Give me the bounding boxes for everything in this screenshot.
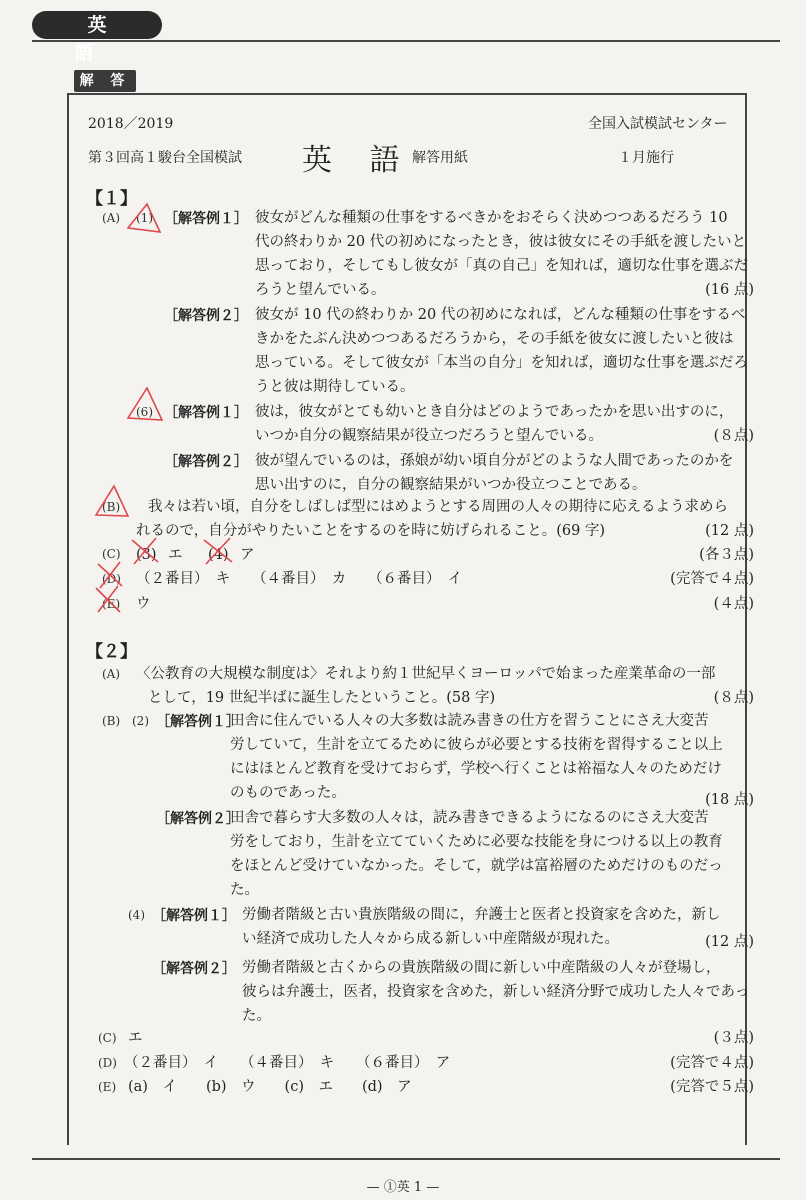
q2-b4-points: (12 点) (705, 934, 754, 950)
q1-b-points: (12 点) (705, 523, 754, 539)
text-line: のものであった。 (230, 785, 346, 801)
q1-e-points: (４点) (713, 596, 754, 612)
header-date: １月施行 (618, 150, 674, 166)
q2-e-answer: (a) イ (b) ウ (c) エ (d) ア (128, 1079, 412, 1095)
text-line: 労働者階級と古い貴族階級の間に，弁護士と医者と投資家を含めた，新し (242, 907, 721, 923)
q2-c-points: (３点) (713, 1030, 754, 1046)
text-line: 〈公教育の大規模な制度は〉それより約１世紀早くヨーロッパで始まった産業革命の一部 (136, 666, 716, 682)
text-line: 彼女が 10 代の終わりか 20 代の初めになれば，どんな種類の仕事をするべ (255, 307, 746, 323)
text-line: 労していて，生計を立てるために彼らが必要とする技術を習得すること以上 (230, 737, 723, 753)
q1-a1-num: (1) (136, 211, 153, 225)
text-line: 田舎に住んでいる人々の大多数は読み書きの仕方を習うことにさえ大変苦 (230, 713, 709, 729)
q1-a-label: (A) (102, 211, 121, 225)
q1-c-label: (C) (102, 547, 121, 561)
q2-heading: 【２】 (86, 642, 137, 662)
text-line: 労働者階級と古くからの貴族階級の間に新しい中産階級の人々が登場し， (242, 960, 721, 976)
text-line: 代の終わりか 20 代の初めになったとき，彼は彼女にその手紙を渡したいと (255, 234, 747, 250)
q1-a6-ex1-label: ［解答例１］ (164, 405, 248, 421)
q2-b2-ex2-label: ［解答例２］ (156, 811, 240, 827)
q1-heading: 【１】 (86, 189, 137, 209)
q1-e-answer: ウ (136, 596, 151, 612)
cross-mark-icon (132, 538, 158, 564)
triangle-mark-icon (128, 388, 162, 420)
q1-e-label: (E) (102, 597, 121, 611)
q2-b2-num: (2) (132, 714, 149, 728)
text-line: 彼らは弁護士，医者，投資家を含めた，新しい経済分野で成功した人々であっ (242, 984, 750, 1000)
header-exam-name: 第３回高１駿台全国模試 (88, 150, 242, 166)
text-line: 思っており，そしてもし彼女が「真の自己」を知れば，適切な仕事を選ぶだ (255, 258, 748, 274)
q2-c-label: (C) (98, 1031, 117, 1045)
header-org: 全国入試模試センター (588, 116, 728, 132)
q1-d-answer: （２番目） キ （４番目） カ （６番目） イ (136, 571, 463, 587)
q1-a6-points: (８点) (713, 428, 754, 444)
q1-a1-ex1-label: ［解答例１］ (164, 211, 248, 227)
triangle-mark-icon (128, 204, 160, 232)
text-line: 彼女がどんな種類の仕事をするべきかをおそらく決めつつあるだろう 10 (255, 210, 728, 226)
header-title: 英 語 (302, 143, 414, 178)
q2-d-label: (D) (98, 1056, 117, 1070)
q2-d-points: (完答で４点) (670, 1055, 754, 1071)
text-line: 田舎で暮らす大多数の人々は，読み書きできるようになるのにさえ大変苦 (230, 810, 709, 826)
q1-c4-answer: ア (240, 547, 255, 563)
answer-tag: 解 答 (74, 70, 136, 92)
text-line: ろうと望んでいる。 (255, 282, 386, 298)
q2-b4-ex1-label: ［解答例１］ (152, 908, 236, 924)
text-line: 我々は若い頃，自分をしばしば型にはめようとする周囲の人々の期待に応えるよう求めら (148, 499, 728, 515)
q1-c3-num: (3) (136, 547, 157, 563)
q2-c-answer: エ (128, 1030, 143, 1046)
q1-c-points: (各３点) (699, 547, 754, 563)
q1-d-label: (D) (102, 572, 121, 586)
cross-mark-icon (98, 562, 122, 588)
q1-c4-num: (4) (208, 547, 229, 563)
text-line: うと彼は期待している。 (255, 379, 415, 395)
q1-a6-num: (6) (136, 405, 153, 419)
q2-b4-num: (4) (128, 908, 145, 922)
q2-b2-points: (18 点) (705, 792, 754, 808)
text-line: いつか自分の観察結果が役立つだろうと望んでいる。 (255, 428, 603, 444)
q1-b-label: (B) (102, 500, 121, 514)
cross-mark-icon (96, 586, 120, 612)
q2-d-answer: （２番目） イ （４番目） キ （６番目） ア (124, 1055, 451, 1071)
text-line: た。 (230, 882, 259, 898)
q1-a6-ex2-label: ［解答例２］ (164, 454, 248, 470)
text-line: た。 (242, 1008, 271, 1024)
text-line: 彼が望んでいるのは，孫娘が幼い頃自分がどのような人間であったのかを (255, 453, 734, 469)
text-line: 思い出すのに，自分の観察結果がいつか役立つことである。 (255, 477, 647, 493)
q2-b-label: (B) (102, 714, 121, 728)
cross-mark-icon (204, 538, 232, 564)
triangle-mark-icon (96, 486, 128, 516)
q2-e-points: (完答で５点) (670, 1079, 754, 1095)
text-line: として，19 世紀半ばに誕生したということ。(58 字) (148, 690, 496, 706)
q2-e-label: (E) (98, 1080, 117, 1094)
subject-tab: 英 語 (32, 11, 162, 39)
header-year: 2018／2019 (88, 116, 174, 132)
q1-d-points: (完答で４点) (670, 571, 754, 587)
text-line: にはほとんど教育を受けておらず，学校へ行くことは裕福な人々のためだけ (230, 761, 722, 777)
q1-a1-ex2-label: ［解答例２］ (164, 308, 248, 324)
q1-c3-answer: エ (168, 547, 183, 563)
text-line: きかをたぶん決めつつあるだろうから，その手紙を彼女に渡したいと彼は (255, 331, 734, 347)
text-line: 労をしており，生計を立てていくために必要な技能を身につける以上の教育 (230, 834, 723, 850)
q2-b4-ex2-label: ［解答例２］ (152, 961, 236, 977)
text-line: い経済で成功した人々から成る新しい中産階級が現れた。 (242, 931, 619, 947)
page-footer: — ①英 1 — (366, 1180, 440, 1195)
text-line: 彼は，彼女がとても幼いとき自分はどのようであったかを思い出すのに， (255, 404, 734, 420)
text-line: 思っている。そして彼女が「本当の自分」を知れば，適切な仕事を選ぶだろ (255, 355, 748, 371)
q1-a1-points: (16 点) (705, 282, 754, 298)
q2-a-points: (８点) (713, 690, 754, 706)
text-line: をほとんど受けていなかった。そして，就学は富裕層のためだけのものだっ (230, 858, 723, 874)
q2-b2-ex1-label: ［解答例１］ (156, 714, 240, 730)
text-line: れるので，自分がやりたいことをするのを時に妨げられること。(69 字) (136, 523, 606, 539)
header-subtitle: 解答用紙 (412, 150, 468, 166)
q2-a-label: (A) (102, 667, 121, 681)
